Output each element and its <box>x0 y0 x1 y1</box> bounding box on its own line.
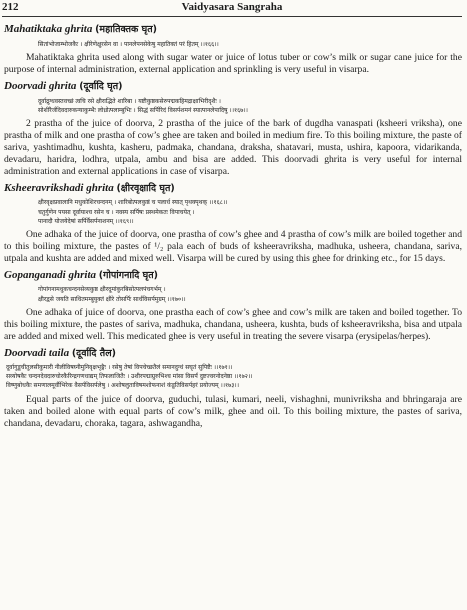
heading-devanagari: (क्षीरवृक्षादि घृत) <box>116 182 175 194</box>
sanskrit-verse: चतुर्गुणेन पयसा दूर्वायाश्च रसेन च । नवस्य सर्पिषः प्रस्थमेकतः विपाचयेत् । <box>38 208 195 216</box>
heading-english: Doorvadi taila <box>4 346 70 359</box>
page-number: 212 <box>2 1 19 13</box>
heading-english: Ksheeravrikshadi ghrita <box>4 181 114 194</box>
paragraph: One adhaka of juice of doorva, one prastha each of cow’s ghee and cow’s milk are taken and boiled together. To this boiling mixture, the pastes of sariva, madhuka, chandana, usheera, kushta, buds of ksheeravriksha, bisa and utpala are added and mixed well. This medicated ghee is very useful in treating the severe visarpa (erysipelas/herpes). <box>4 306 462 342</box>
sanskrit-verse: गोपांगनामधुकचन्दनसेव्यकुष्ठ क्षीरदूमांकुरबिसोत्पलपंचगर्भम् । <box>38 286 166 294</box>
section-heading <box>4 269 462 283</box>
sanskrit-verse: दूर्वाद्रुग्धवस्तवच्छं त्वचि रसे क्षीराद्भिते शारिबा । यष्टीकुष्ठकसेरुपद्मकहिमद्राक्षाभिरीदृशैः । <box>38 97 221 105</box>
sanskrit-verse: विष्णुबोधकैः समणालमूर्वीभिरेक वैसर्पविसर्पलेषु । अशोषलुताविषमशोफनाशं कंडूतिविसर्पहरं प्रयोज्यम् ।।१७३।। <box>6 382 239 390</box>
sanskrit-verse: क्षीरवृक्षप्रवालानि मधुकोशिरचन्दनम् । शारिबोत्पलकुष्ठं च पलार्ध स्यात् पृथक्पृथक् ।।१६८।। <box>38 199 228 207</box>
sanskrit-verse: दूर्वागुडूचीतुलसीकुमारी नीलीविषघ्नीमुनिवृक्षभृङ्गैः । रसेषु तेषां विपचेच्छतैलं समानदुग्धं सघृतं सुपिष्टैः ।।१७१।। <box>6 364 233 372</box>
section-heading <box>4 23 462 37</box>
page-content <box>4 20 462 434</box>
sanskrit-verse: सव्योषकैः चन्दनदेवदारुचोरकैरिन्द्रगणधाद्यम् तिफलाजितैः । उशीरपद्माग्रुरुभिश्च मांसा विसर्पं दुष्टज्वरनोदनेष्ठा ।।१७२।। <box>6 373 253 381</box>
heading-english: Doorvadi ghrita <box>4 79 77 92</box>
section-heading <box>4 80 462 94</box>
heading-devanagari: (महातिक्तक घृत) <box>95 24 157 35</box>
section-heading <box>4 182 462 196</box>
paragraph: 2 prastha of the juice of doorva, 2 prastha of the juice of the bark of dugdha vanaspati (ksheeri vriksha), one prastha of milk and one prastha of cow’s ghee are taken and boiled in medium fire. To this boiling mixture, the paste of sariva, yashtimadhu, kushta, kasheru, padmaka, chandana, draksha, shatavari, musta, ushira, kapoora, vidarikanda, devadaru, haridra, lodhra, utpala, ambu and bisa are added. This doorvadi ghrita is very useful for internal administration and external applications in case of visarpa. <box>4 117 462 177</box>
book-title: Vaidyasara Sangraha <box>181 1 283 13</box>
paragraph: Equal parts of the juice of doorva, guduchi, tulasi, kumari, neeli, vishaghni, munivriksha and bhringaraja are taken and boiled alone with equal parts of cow’s milk, ghee and oil. To this boiling mixture, the pastes of sariva, chandana, devadaru, choraka, tagara, ashwagandha, <box>4 393 462 429</box>
section-heading <box>4 347 462 361</box>
sanskrit-verse: सोशीरैर्जदिवदारुकन्याकुम्भैः लोध्रोत्पलाम्बुभिः । सिद्धं सर्पिरिदं विसर्पशमनं स्यात्पानलेपादिषु ।।१६७।। <box>38 106 248 114</box>
heading-devanagari: (दूर्वादि घृत) <box>79 80 123 92</box>
sanskrit-verse: क्षीरद्वसे जयति साधितमम्बुयुक्तं क्षीरे तोसर्पिः सार्धविसर्पमुग्रम् ।।१७०।। <box>38 295 186 303</box>
heading-devanagari: (गोपांगनादि घृत) <box>98 269 159 281</box>
heading-english: Mahatiktaka ghrita <box>4 23 93 35</box>
paragraph: One adhaka of the juice of doorva, one prastha of cow’s ghee and 4 prastha of cow’s milk are boiled together and to this boiling mixture, the pastes of ¹/₂ pala each of buds of ksheeravriksha, madhuka, usheera, chandana, sariva, utpala and kushta are added and mixed well. Visarpa will be cured by using this ghee for drinking etc., for 15 days. <box>4 228 462 264</box>
heading-english: Gopanganadi ghrita <box>4 268 96 281</box>
running-header <box>2 1 462 14</box>
sanskrit-verse: पानादौ योजयेदेषां सर्पिर्वैसर्पनाशनम् ।।१६९।। <box>38 217 134 225</box>
sanskrit-verse: सितांभोजाम्भोजकैः । क्षीरेणेक्षुरसेन वा । पानलेपनसेकेषु महातिक्तं परं हितम् ।।१६६।। <box>38 40 219 48</box>
paragraph: Mahatiktaka ghrita used along with sugar water or juice of lotus tuber or cow’s milk or sugar cane juice for the purpose of internal administration, external application and sprinkling is very useful in visarpa. <box>4 51 462 75</box>
heading-devanagari: (दूर्वादि तैल) <box>71 347 116 359</box>
header-rule <box>2 16 462 17</box>
